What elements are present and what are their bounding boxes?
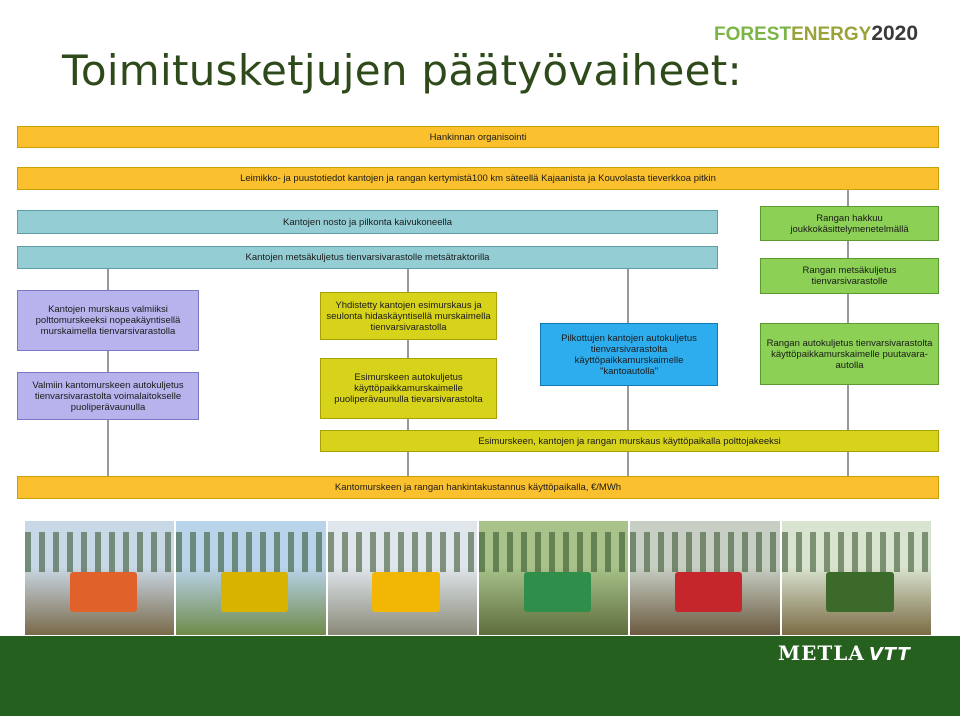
forwarder-photo: [176, 521, 327, 635]
box-kantojen-murskaus: Kantojen murskaus valmiiksi polttomurskeeksi nopeakäyntisellä murskaimella tienvarsivarastolla: [17, 290, 199, 351]
machine-shape: [70, 572, 137, 612]
tree-line: [782, 532, 931, 572]
machine-shape: [826, 572, 893, 612]
crusher-truck-photo: [328, 521, 479, 635]
excavator-photo: [25, 521, 176, 635]
tree-line: [25, 532, 174, 572]
box-yhdistetty-esimurskaus: Yhdistetty kantojen esimurskaus ja seulonta hidaskäyntisellä murskaimella tienvarsivarastolla: [320, 292, 497, 340]
metla-vtt-logo: METLA VTT: [778, 641, 911, 665]
box-esimurskeen-autokuljetus: Esimurskeen autokuljetus käyttöpaikkamurskaimelle puoliperävaunulla tievarsivarastolta: [320, 358, 497, 419]
machine-shape: [221, 572, 288, 612]
slide-title: Toimitusketjujen päätyövaiheet:: [62, 46, 742, 95]
machine-shape: [372, 572, 439, 612]
photo-strip: [25, 521, 933, 635]
tree-line: [479, 532, 628, 572]
tree-line: [630, 532, 779, 572]
box-rangan-metsakuljetus: Rangan metsäkuljetus tienvarsivarastolle: [760, 258, 939, 294]
box-valmiin-kantomurskeen: Valmiin kantomurskeen autokuljetus tienvarsivarastolta voimalaitokselle puoliperävaunulla: [17, 372, 199, 420]
box-hankintakustannus: Kantomurskeen ja rangan hankintakustannus käyttöpaikalla, €/MWh: [17, 476, 939, 499]
crusher-photo: [479, 521, 630, 635]
forestenergy-logo: FORESTENERGY2020: [714, 22, 919, 45]
tree-line: [328, 532, 477, 572]
forwarder-forest-photo: [782, 521, 933, 635]
machine-shape: [675, 572, 742, 612]
box-pilkottujen-kantojen: Pilkottujen kantojen autokuljetus tienvarsivarastolta käyttöpaikkamurskaimelle "kantoautolla": [540, 323, 718, 386]
box-leimikko: Leimikko- ja puustotiedot kantojen ja rangan kertymistä100 km säteellä Kajaanista ja Kouvolasta tieverkkoa pitkin: [17, 167, 939, 190]
box-hankinnan-organisointi: Hankinnan organisointi: [17, 126, 939, 148]
box-rangan-hakkuu: Rangan hakkuu joukkokäsittelymenetelmällä: [760, 206, 939, 241]
box-rangan-autokuljetus: Rangan autokuljetus tienvarsivarastolta käyttöpaikkamurskaimelle puutavara-autolla: [760, 323, 939, 385]
stump-truck-photo: [630, 521, 781, 635]
box-kantojen-nosto: Kantojen nosto ja pilkonta kaivukoneella: [17, 210, 718, 234]
box-esimurskeen-murskaus: Esimurskeen, kantojen ja rangan murskaus käyttöpaikalla polttojakeeksi: [320, 430, 939, 452]
tree-line: [176, 532, 325, 572]
machine-shape: [524, 572, 591, 612]
box-kantojen-metsakuljetus: Kantojen metsäkuljetus tienvarsivarastolle metsätraktorilla: [17, 246, 718, 269]
